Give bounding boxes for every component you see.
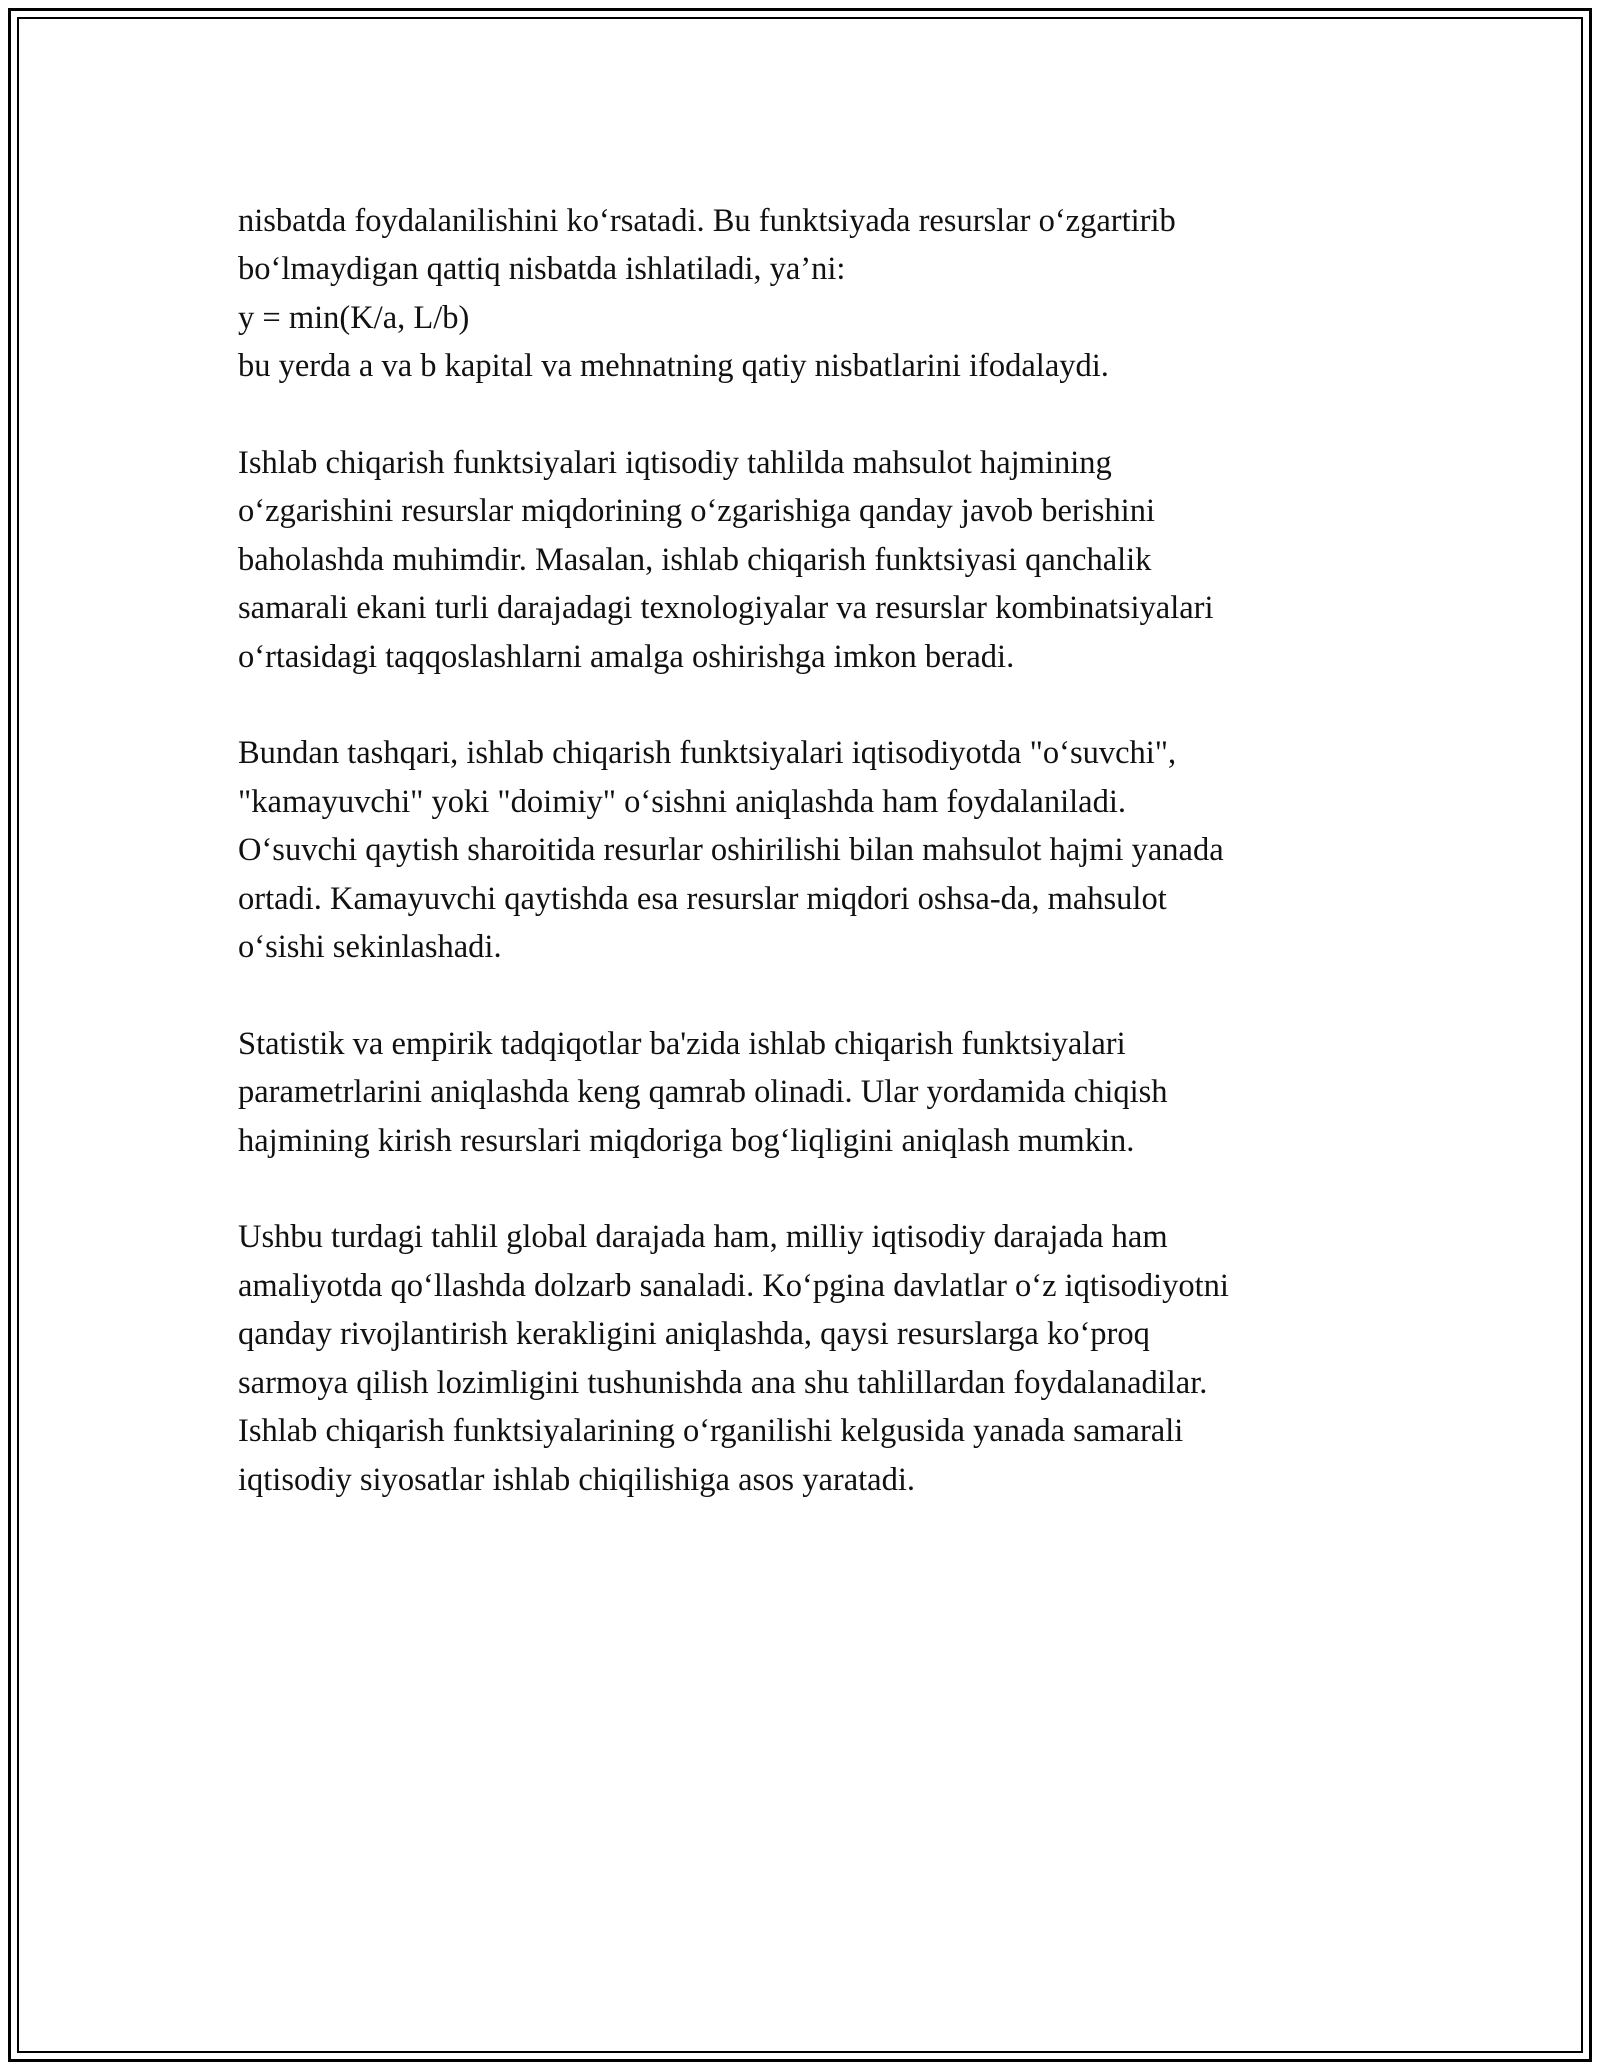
text-line: iqtisodiy siyosatlar ishlab chiqilishiga asos yaratadi.	[238, 1461, 915, 1498]
text-line: o‘rtasidagi taqqoslashlarni amalga oshirishga imkon beradi.	[238, 638, 1015, 675]
page-frame	[8, 8, 1592, 2062]
paragraph-4	[238, 1020, 1408, 1165]
text-line: "kamayuvchi" yoki "doimiy" o‘sishni aniqlashda ham foydalaniladi.	[238, 783, 1126, 820]
text-line: ortadi. Kamayuvchi qaytishda esa resurslar miqdori oshsa-da, mahsulot	[238, 880, 1167, 917]
paragraph-2	[238, 439, 1408, 681]
text-line: parametrlarini aniqlashda keng qamrab olinadi. Ular yordamida chiqish	[238, 1074, 1168, 1111]
text-line: baholashda muhimdir. Masalan, ishlab chiqarish funktsiyasi qanchalik	[238, 541, 1152, 578]
paragraph-1	[238, 197, 1408, 391]
document-body	[238, 197, 1408, 1552]
text-line: Ishlab chiqarish funktsiyalari iqtisodiy tahlilda mahsulot hajmining	[238, 445, 1112, 482]
text-line: Statistik va empirik tadqiqotlar ba'zida ishlab chiqarish funktsiyalari	[238, 1025, 1126, 1062]
text-line: o‘sishi sekinlashadi.	[238, 929, 502, 966]
text-line: amaliyotda qo‘llashda dolzarb sanaladi. Ko‘pgina davlatlar o‘z iqtisodiyotni	[238, 1267, 1229, 1304]
text-line: qanday rivojlantirish kerakligini aniqlashda, qaysi resurslarga ko‘proq	[238, 1316, 1150, 1353]
text-line: sarmoya qilish lozimligini tushunishda ana shu tahlillardan foydalanadilar.	[238, 1364, 1208, 1401]
paragraph-5	[238, 1213, 1408, 1503]
text-line: O‘suvchi qaytish sharoitida resurlar oshirilishi bilan mahsulot hajmi yanada	[238, 832, 1224, 869]
text-line: Bundan tashqari, ishlab chiqarish funktsiyalari iqtisodiyotda "o‘suvchi",	[238, 735, 1177, 772]
text-line: bo‘lmaydigan qattiq nisbatda ishlatiladi, ya’ni:	[238, 251, 846, 288]
text-line: o‘zgarishini resurslar miqdorining o‘zgarishiga qanday javob berishini	[238, 493, 1155, 530]
text-line: bu yerda a va b kapital va mehnatning qatiy nisbatlarini ifodalaydi.	[238, 348, 1109, 385]
formula-line: y = min(K/a, L/b)	[238, 299, 470, 336]
text-line: samarali ekani turli darajadagi texnologiyalar va resurslar kombinatsiyalari	[238, 590, 1214, 627]
text-line: nisbatda foydalanilishini ko‘rsatadi. Bu funktsiyada resurslar o‘zgartirib	[238, 203, 1176, 239]
text-line: Ishlab chiqarish funktsiyalarining o‘rganilishi kelgusida yanada samarali	[238, 1413, 1184, 1450]
text-line: hajmining kirish resurslari miqdoriga bog‘liqligini aniqlash mumkin.	[238, 1122, 1135, 1159]
paragraph-3	[238, 729, 1408, 971]
text-line: Ushbu turdagi tahlil global darajada ham, milliy iqtisodiy darajada ham	[238, 1219, 1168, 1256]
